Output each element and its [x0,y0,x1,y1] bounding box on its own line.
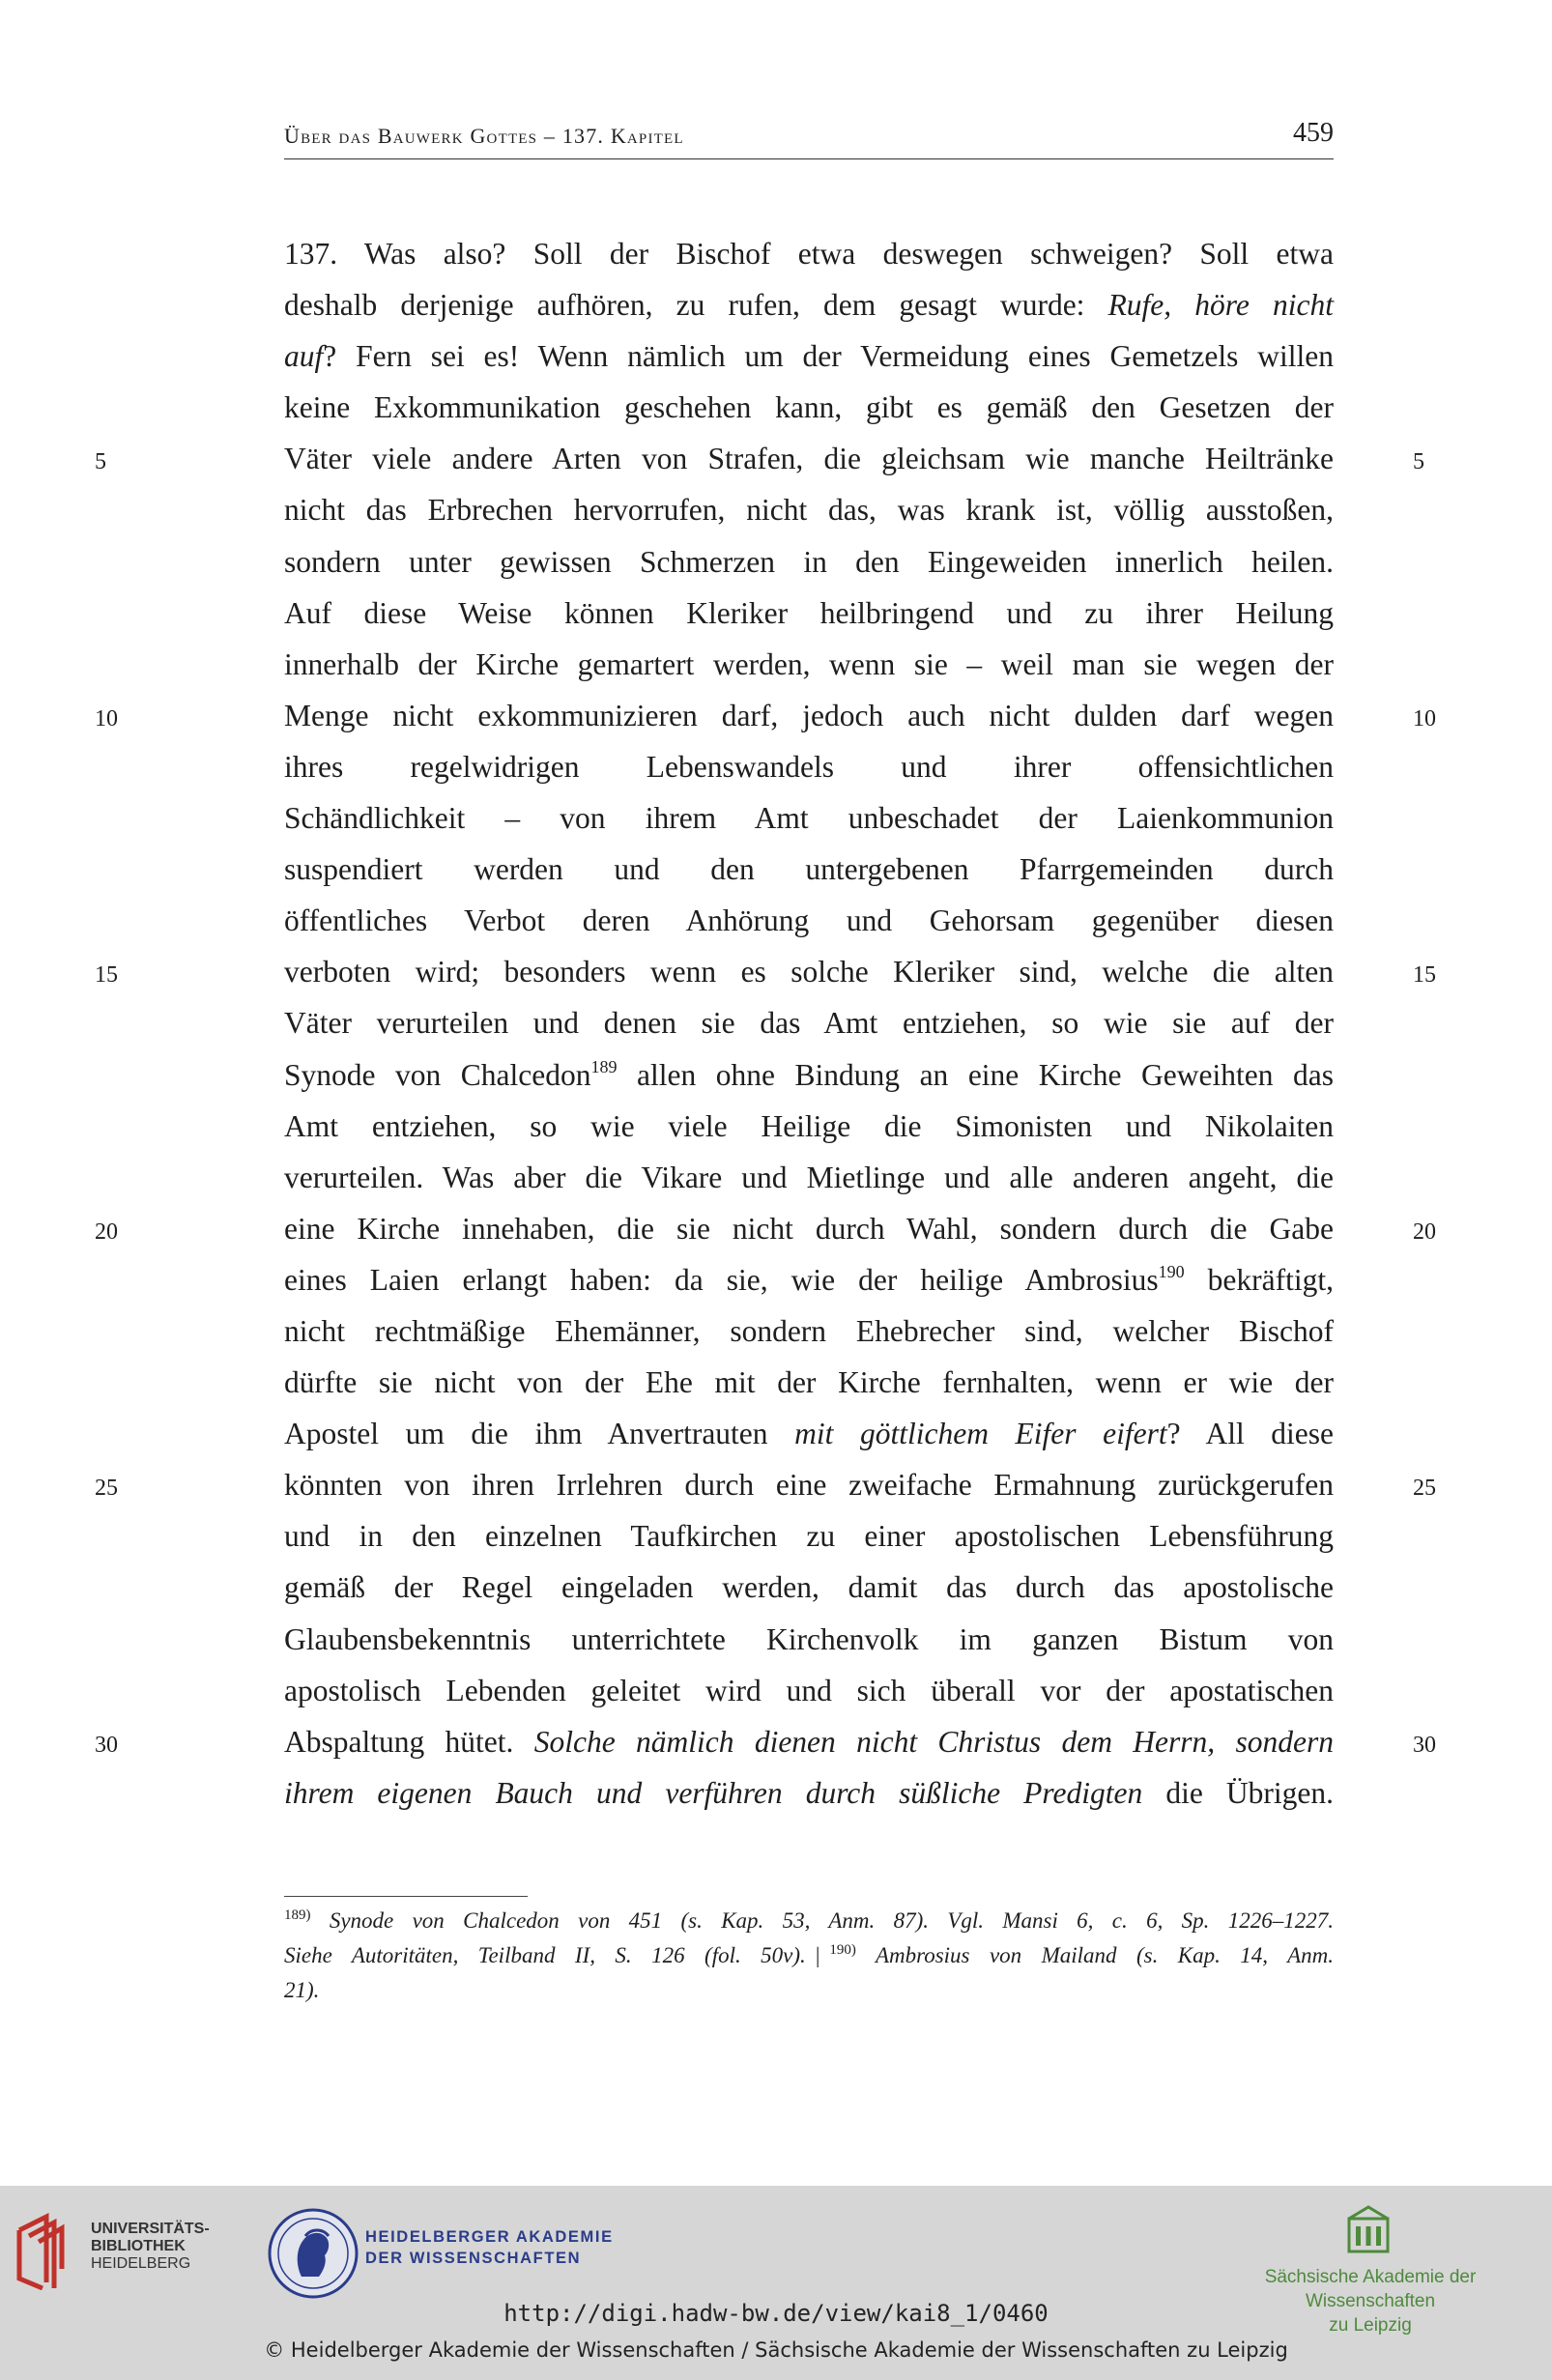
line-number-right: 15 [1413,962,1436,988]
text-line: verurteilen. Was aber die Vikare und Mietlinge und alle anderen angeht, die [284,1160,1334,1194]
text-line: gemäß der Regel eingeladen werden, damit das durch das apostolische [284,1570,1334,1605]
text-line: Auf diese Weise können Kleriker heilbringend und zu ihrer Heilung [284,595,1334,630]
text-line: eines Laien erlangt haben: da sie, wie der heilige Ambrosius$^{190}$ bekräftigt, [284,1261,1334,1297]
text-line: Glaubensbekenntnis unterrichtete Kirchenvolk im ganzen Bistum von [284,1621,1334,1656]
text-line: suspendiert werden und den untergebenen Pfarrgemeinden durch [284,852,1334,887]
line-number-right: 25 [1413,1476,1436,1501]
page-number: 459 [1293,118,1334,148]
copyright-notice: © Heidelberger Akademie der Wissenschaften / Sächsische Akademie der Wissenschaften zu Leipzig [264,2338,1288,2362]
text-line: Väter viele andere Arten von Strafen, die gleichsam wie manche Heiltränke [284,442,1334,476]
footnote-number: 190) [829,1942,856,1958]
text-line: 137. Was also? Soll der Bischof etwa deswegen schweigen? Soll etwa [284,237,1334,271]
text-line: ihres regelwidrigen Lebenswandels und ihrer offensichtlichen [284,749,1334,784]
text-line: verboten wird; besonders wenn es solche Kleriker sind, welche die alten [284,955,1334,989]
text-line: Schändlichkeit – von ihrem Amt unbeschadet der Laienkommunion [284,801,1334,836]
text-line: Amt entziehen, so wie viele Heilige die Simonisten und Nikolaiten [284,1108,1334,1143]
text-line: und in den einzelnen Taufkirchen zu einer apostolischen Lebensführung [284,1519,1334,1554]
footnote-line: $^{189)}$ Synode von Chalcedon von 451 (s. Kap. 53, Anm. 87). Vgl. Mansi 6, c. 6, Sp. 1226–1227. [284,1907,1334,1933]
text-line: eine Kirche innehaben, die sie nicht durch Wahl, sondern durch die Gabe [284,1211,1334,1246]
text-line: öffentliches Verbot deren Anhörung und Gehorsam gegenüber diesen [284,903,1334,938]
viewer-footer [0,2186,1552,2380]
footnotes [284,1904,1334,2008]
text-line: Apostel um die ihm Anvertrauten mit göttlichem Eifer eifert? All diese [284,1417,1335,1451]
university-library-logo-icon [15,2211,83,2290]
line-number-left: 10 [95,706,118,731]
footnote-rule [284,1896,528,1897]
text-line: apostolisch Lebenden geleitet wird und sich überall vor der apostatischen [284,1673,1334,1707]
italic-quote: ihrem eigenen Bauch und verführen durch süßliche Predigten [284,1775,1143,1810]
text-line: innerhalb der Kirche gemartert werden, wenn sie – weil man sie wegen der [284,646,1334,681]
document-url[interactable]: http://digi.hadw-bw.de/view/kai8_1/0460 [503,2300,1049,2327]
line-number-left: 15 [95,962,118,988]
text-line: Abspaltung hütet. Solche nämlich dienen nicht Christus dem Herrn, sondern [284,1724,1334,1759]
text-line: sondern unter gewissen Schmerzen in den Eingeweiden innerlich heilen. [284,544,1334,579]
footnote-number: 189) [284,1907,311,1923]
line-number-left: 20 [95,1219,118,1245]
text-line: nicht rechtmäßige Ehemänner, sondern Ehebrecher sind, welcher Bischof [284,1313,1334,1348]
saxon-academy-logo-icon [1345,2205,1392,2255]
saxon-academy-name: Sächsische Akademie der Wissenschaften zu Leipzig [1264,2267,1477,2336]
line-number-left: 5 [95,449,106,474]
main-text [284,228,1334,1819]
line-number-right: 5 [1413,449,1424,474]
university-library-name: UNIVERSITÄTS- BIBLIOTHEK HEIDELBERG [91,2221,210,2272]
text-line: auf? Fern sei es! Wenn nämlich um der Vermeidung eines Gemetzels willen [284,339,1334,374]
academy-seal-icon [267,2207,359,2300]
footnote-ref: 190 [1158,1261,1185,1281]
line-number-right: 30 [1413,1733,1436,1758]
text-line: dürfte sie nicht von der Ehe mit der Kirche fernhalten, wenn er wie der [284,1365,1334,1400]
italic-quote: mit göttlichem Eifer eifert [794,1417,1167,1451]
text-line: ihrem eigenen Bauch und verführen durch süßliche Predigten die Übrigen. [284,1775,1334,1810]
line-number-right: 10 [1413,706,1436,731]
footnote-separator: | [815,1943,820,1967]
italic-quote: auf [284,339,324,374]
italic-quote: Rufe, höre nicht [1107,288,1334,323]
line-number-left: 25 [95,1476,118,1501]
text-line: Väter verurteilen und denen sie das Amt entziehen, so wie sie auf der [284,1006,1334,1041]
line-number-left: 30 [95,1733,118,1758]
text-line: könnten von ihren Irrlehren durch eine zweifache Ermahnung zurückgerufen [284,1468,1334,1503]
line-number-right: 20 [1413,1219,1436,1245]
running-head-title: Über das Bauwerk Gottes – 137. Kapitel [284,124,684,148]
text-line: Menge nicht exkommunizieren darf, jedoch auch nicht dulden darf wegen [284,698,1334,732]
footnote-line: 21). [284,1978,320,2002]
text-line: keine Exkommunikation geschehen kann, gibt es gemäß den Gesetzen der [284,390,1334,425]
italic-quote: Solche nämlich dienen nicht Christus dem Herrn, sondern [533,1724,1334,1759]
footnote-line: Siehe Autoritäten, Teilband II, S. 126 (fol. 50v). | $^{190)}$ Ambrosius von Mailand (s. Kap. 14, Anm. [284,1942,1334,1967]
text-line: deshalb derjenige aufhören, zu rufen, dem gesagt wurde: Rufe, höre nicht [284,288,1334,323]
running-head [284,118,1334,159]
footnote-ref: 189 [590,1056,618,1076]
text-line: Synode von Chalcedon$^{189}$ allen ohne Bindung an eine Kirche Geweihten das [284,1056,1334,1092]
text-line: nicht das Erbrechen hervorrufen, nicht das, was krank ist, völlig ausstoßen, [284,493,1334,528]
heidelberg-academy-name: HEIDELBERGER AKADEMIE DER WISSENSCHAFTEN [365,2228,614,2267]
